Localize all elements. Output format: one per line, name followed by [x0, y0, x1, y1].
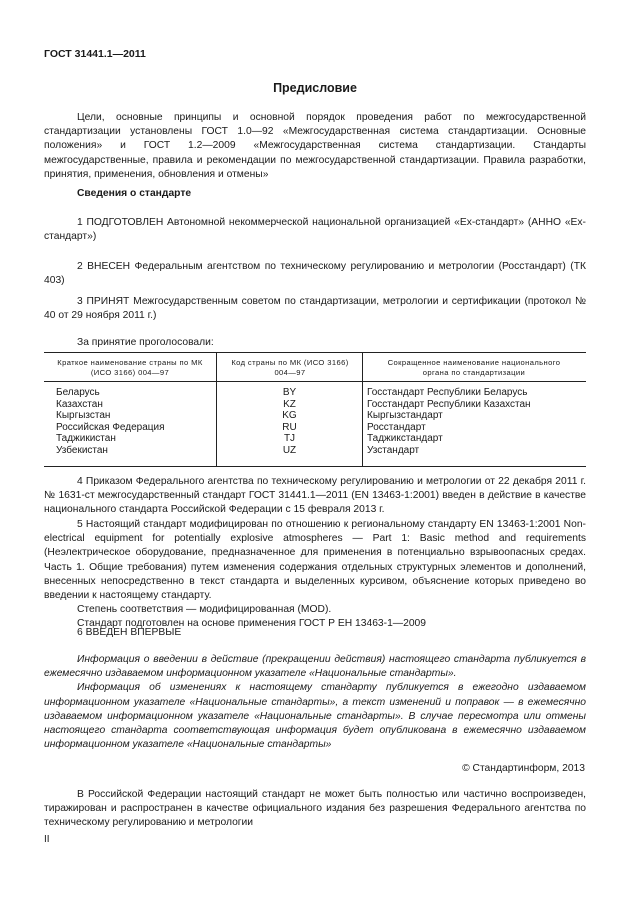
- publication-info-block: [44, 653, 586, 752]
- country-code-cell: UZ: [282, 444, 297, 456]
- standards-body-cell: Госстандарт Республики Беларусь: [367, 387, 528, 398]
- country-code-cell: RU: [282, 421, 297, 433]
- item-1-prepared: 1 ПОДГОТОВЛЕН Автономной некоммерческой национальной организацией «Ех-стандарт» (АННО «Ех-стандарт»): [44, 217, 586, 243]
- rights-notice: В Российской Федерации настоящий стандарт не может быть полностью или частично воспроизведен, тиражирован и распространен в качестве официального издания без разрешения Федерального агентства по техническому регулированию и метрологии: [44, 789, 586, 829]
- publication-info-1: Информация о введении в действие (прекращении действия) настоящего стандарта публикуется в ежемесячно издаваемом информационном указателе «Национальные стандарты».: [44, 654, 586, 680]
- standards-body-cell: Кыргызстандарт: [367, 410, 443, 422]
- country-name-cell: Беларусь: [56, 387, 100, 398]
- standards-body-cell: Узстандарт: [367, 444, 420, 456]
- item-5-modification: 5 Настоящий стандарт модифицирован по отношению к региональному стандарту EN 13463-1:2001 Non-electrical equipment for potentially explosive atmospheres — Part 1: Basic method and requirements (Неэлектрическое оборудование, предназначенное для применения в потенциально взрывоопасных средах. Часть 1. Общие требования) путем изменения содержания отдельных структурных элементов и дополнений, внесенных непосредственно в текст стандарта и выделенных курсивом, объяснение которых приведено во введении к настоящему стандарту.: [44, 519, 586, 602]
- document-code-header: ГОСТ 31441.1—2011: [44, 48, 146, 60]
- page-title: Предисловие: [273, 81, 357, 95]
- country-code-cell: TJ: [283, 433, 296, 445]
- item-3-block: [44, 295, 586, 323]
- voted-block: [44, 336, 586, 350]
- item-3-adopted: 3 ПРИНЯТ Межгосударственным советом по стандартизации, метрологии и сертификации (протокол № 40 от 29 ноября 2011 г.): [44, 296, 586, 322]
- item-6-introduced: 6 ВВЕДЕН ВПЕРВЫЕ: [77, 627, 182, 638]
- item-1-block: [44, 216, 586, 244]
- country-name-cell: Кыргызстан: [56, 410, 111, 422]
- country-code-cell: KZ: [283, 398, 296, 410]
- intro-paragraph: Цели, основные принципы и основной порядок проведения работ по межгосударственной стандартизации установлены ГОСТ 1.0—92 «Межгосударственная система стандартизации. Основные положения» и ГОСТ 1.2—2009 «Межгосударственная система стандартизации. Стандарты межгосударственные, правила и рекомендации по межгосударственной стандартизации. Правила разработки, принятия, применения, обновления и отмены»: [44, 112, 586, 180]
- rights-block: [44, 788, 586, 831]
- table-divider: [362, 353, 363, 466]
- country-code-column: [217, 387, 362, 457]
- section-subheading: Сведения о стандарте: [77, 188, 192, 199]
- country-name-cell: Российская Федерация: [56, 421, 165, 433]
- item-4-order: 4 Приказом Федерального агентства по техническому регулированию и метрологии от 22 декабря 2011 г. № 1631-ст межгосударственный стандарт ГОСТ 31441.1—2011 (EN 13463-1:2001) введен в действие в качестве национального стандарта Российской Федерации с 15 февраля 2013 г.: [44, 476, 586, 516]
- intro-paragraph-block: [44, 111, 586, 182]
- voted-label: За принятие проголосовали:: [77, 337, 214, 348]
- country-name-column: [56, 387, 165, 457]
- country-code-cell: KG: [282, 410, 297, 422]
- copyright-notice: © Стандартинформ, 2013: [462, 763, 585, 774]
- subheading-block: [44, 187, 586, 201]
- header-country-code: Код страны по МК (ИСО 3166) 004—97: [231, 358, 349, 377]
- country-code-cell: BY: [282, 387, 297, 398]
- country-name-cell: Казахстан: [56, 398, 103, 410]
- item-2-block: [44, 260, 586, 288]
- standards-body-column: [367, 387, 531, 457]
- standards-body-cell: Росстандарт: [367, 421, 426, 433]
- item-2-submitted: 2 ВНЕСЕН Федеральным агентством по техническому регулированию и метрологии (Росстандарт) (ТК 403): [44, 261, 586, 287]
- standards-body-cell: Госстандарт Республики Казахстан: [367, 398, 531, 410]
- voting-table: [44, 352, 586, 467]
- country-name-cell: Таджикистан: [56, 433, 116, 445]
- item-6-block: [44, 626, 586, 640]
- header-standards-body: Сокращенное наименование национального органа по стандартизации: [387, 358, 561, 377]
- item-4-block: [44, 475, 586, 518]
- item-5-degree: Степень соответствия — модифицированная (MOD).: [77, 604, 332, 616]
- standards-body-cell: Таджикстандарт: [367, 433, 443, 445]
- country-name-cell: Узбекистан: [56, 444, 108, 456]
- item-5-block: [44, 518, 586, 632]
- publication-info-2: Информация об изменениях к настоящему стандарту публикуется в ежегодно издаваемом информационном указателе «Национальные стандарты», а текст изменений и поправок — в ежемесячно издаваемом информационном указателе «Национальные стандарты». В случае пересмотра или отмены настоящего стандарта соответствующая информация будет опубликована в ежемесячно издаваемом информационном указателе «Национальные стандарты»: [44, 682, 586, 751]
- page-number: II: [44, 834, 50, 845]
- item-5-basis: Стандарт подготовлен на основе применения ГОСТ Р ЕН 13463-1—2009: [77, 618, 427, 630]
- header-country-name: Краткое наименование страны по МК (ИСО 3166) 004—97: [57, 358, 203, 377]
